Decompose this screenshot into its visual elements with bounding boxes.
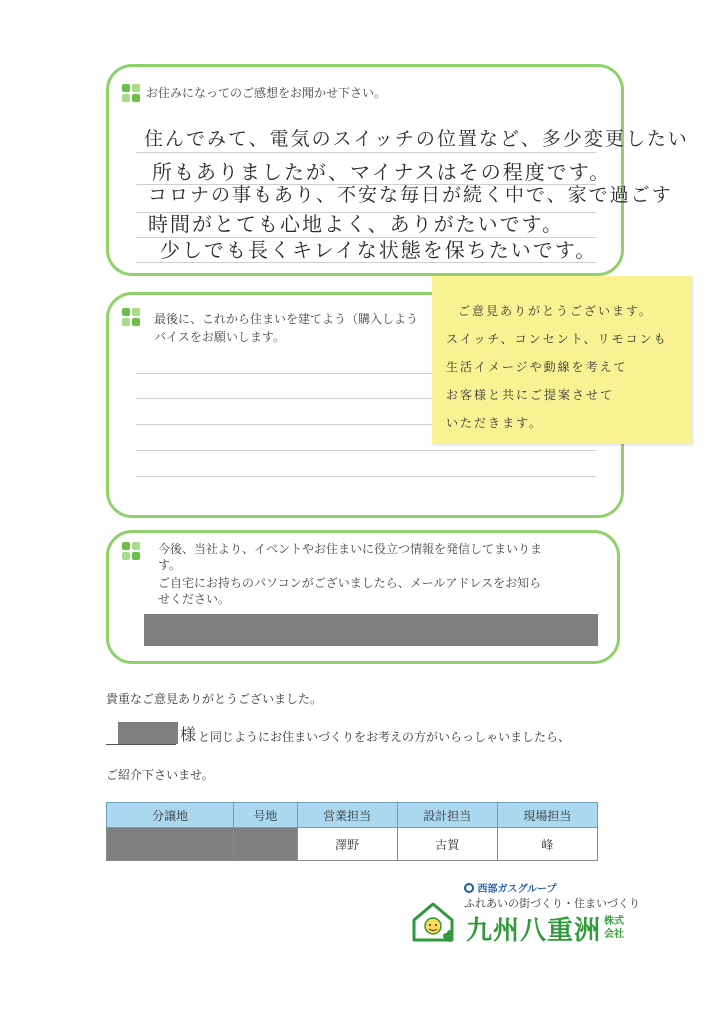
sticky-line-5: いただきます。 xyxy=(446,416,544,430)
sticky-line-3: 生活イメージや動線を考えて xyxy=(446,360,628,374)
question-2-prompt-line2: バイスをお願いします。 xyxy=(154,330,285,344)
header-site: 現場担当 xyxy=(497,803,597,828)
answer-line-5: 少しでも長くキレイな状態を保ちたいです。 xyxy=(160,238,598,262)
staff-table xyxy=(106,802,598,861)
referral-text-2: ご紹介下さいませ。 xyxy=(106,768,214,782)
header-lot-number: 号地 xyxy=(234,803,297,828)
clover-icon xyxy=(122,308,140,326)
house-icon xyxy=(410,898,456,944)
question-3-line2: す。 xyxy=(158,558,182,572)
sticky-line-4: お客様と共にご提案させて xyxy=(446,388,615,402)
question-1-prompt: お住みになってのご感想をお聞かせ下さい。 xyxy=(146,86,387,100)
email-redacted xyxy=(144,614,598,646)
question-3-line4: せください。 xyxy=(158,592,231,606)
clover-icon xyxy=(122,542,140,560)
answer-line-2: 所もありましたが、マイナスはその程度です。 xyxy=(152,160,612,184)
company-suffix-bottom: 会社 xyxy=(604,929,624,940)
header-design: 設計担当 xyxy=(397,803,497,828)
answer-line-1: 住んでみて、電気のスイッチの位置など、多少変更したい xyxy=(144,128,689,150)
header-sales: 営業担当 xyxy=(297,803,397,828)
cell-design: 古賀 xyxy=(397,828,497,861)
cell-lot-number xyxy=(234,828,297,861)
name-redacted xyxy=(118,722,178,744)
cell-site: 峰 xyxy=(497,828,597,861)
question-2-prompt-line1: 最後に、これから住まいを建てよう（購入しよう xyxy=(154,312,419,326)
referral-text: と同じようにお住まいづくりをお考えの方がいらっしゃいましたら、 xyxy=(198,730,571,744)
cell-lot xyxy=(107,828,234,861)
thanks-text: 貴重なご意見ありがとうございました。 xyxy=(106,692,323,706)
group-name: 西部ガスグループ xyxy=(477,884,557,895)
sticky-line-2: スイッチ、コンセント、リモコンも xyxy=(446,332,668,346)
tagline: ふれあいの街づくり・住まいづくり xyxy=(464,897,640,910)
clover-icon xyxy=(122,84,140,102)
header-lot: 分譲地 xyxy=(107,803,234,828)
group-badge xyxy=(464,880,557,895)
company-suffix-top: 株式 xyxy=(604,916,624,927)
sticky-note xyxy=(432,276,692,444)
answer-line-4: 時間がとても心地よく、ありがたいです。 xyxy=(148,212,564,236)
question-3-line1: 今後、当社より、イベントやお住まいに役立つ情報を発信してまいりま xyxy=(158,542,543,556)
sama-label: 様 xyxy=(180,725,197,744)
company-name: 九州八重洲 xyxy=(466,916,602,946)
cell-sales: 澤野 xyxy=(297,828,397,861)
question-3-line3: ご自宅にお持ちのパソコンがございましたら、メールアドレスをお知ら xyxy=(158,576,542,590)
answer-line-3: コロナの事もあり、不安な毎日が続く中で、家で過ごす xyxy=(148,184,673,206)
group-icon xyxy=(464,883,474,893)
company-logo xyxy=(410,878,640,948)
sticky-line-1: ご意見ありがとうございます。 xyxy=(458,304,654,318)
